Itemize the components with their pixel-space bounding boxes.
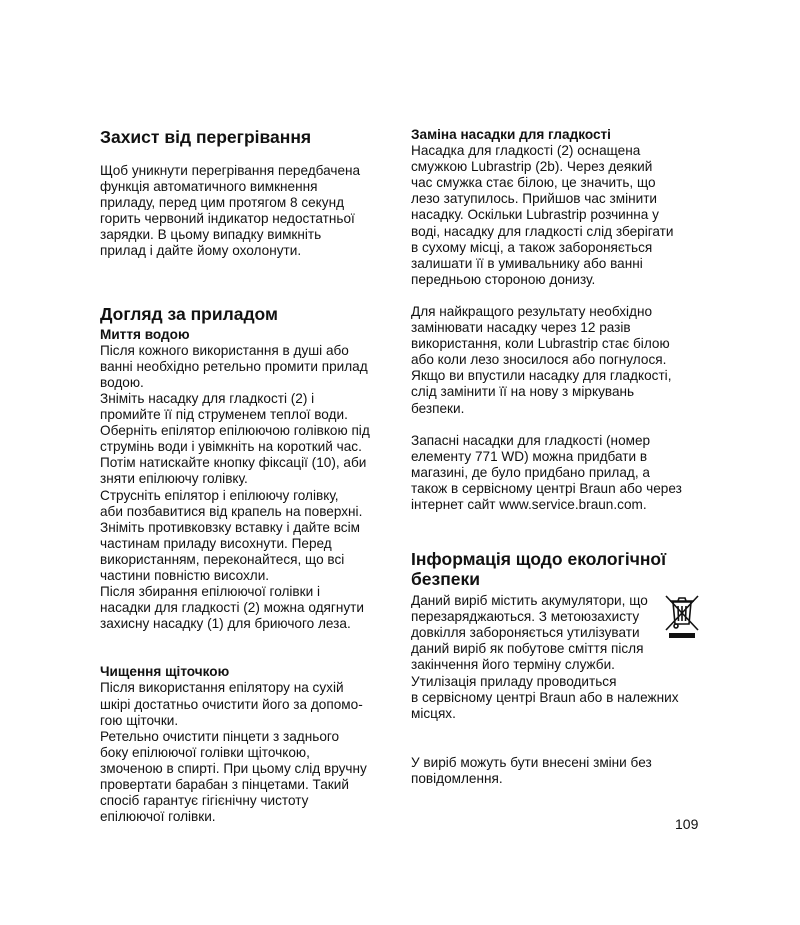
text-line: У виріб можуть бути внесені зміни без	[411, 754, 652, 770]
text-line: горить червоний індикатор недостатньої	[100, 211, 355, 227]
text-line: провертати барабан з пінцетами. Такий	[100, 777, 349, 792]
notice-paragraph	[411, 755, 711, 787]
text-line: зняти епілюючу голівку.	[100, 471, 248, 487]
text-line: приладу, перед цим протягом 8 секунд	[100, 195, 345, 211]
text-line: боку епілюючої голівки щіточкою,	[100, 744, 310, 760]
text-line: водою.	[100, 374, 144, 390]
care-heading: Догляд за приладом	[100, 303, 278, 324]
replace-paragraph-2	[411, 304, 711, 417]
text-line: інтернет сайт www.service.braun.com.	[411, 496, 647, 512]
text-line: Даний виріб містить акумулятори, що	[411, 593, 648, 609]
text-line: частинам приладу висохнути. Перед	[100, 535, 332, 551]
text-line: використання, коли Lubrastrip стає білою	[411, 336, 670, 352]
text-line: Після кожного використання в душі або	[100, 342, 349, 358]
text-line: ванні необхідно ретельно промити прилад	[100, 358, 368, 374]
eco-section	[411, 593, 711, 722]
text-line: спосіб гарантує гігієнічну чистоту	[100, 793, 309, 809]
text-line: аби позбавитися від крапель на поверхні.	[100, 503, 363, 519]
text-line: епілюючої голівки.	[100, 809, 216, 825]
text-line: або коли лезо зносилося або погнулося.	[411, 352, 667, 368]
text-line: час смужка стає білою, це значить, що	[411, 175, 656, 191]
right-column	[411, 127, 711, 787]
text-line: в сервісному центрі Braun або в належних	[411, 689, 679, 705]
text-line: слід замінити її на нову з міркувань	[411, 384, 635, 400]
text-line: Після використання епілятору на сухій	[100, 680, 344, 696]
brush-paragraph	[100, 680, 400, 825]
text-line: Зніміть насадку для гладкості (2) і	[100, 390, 315, 406]
replace-paragraph-3	[411, 433, 711, 513]
text-line: насадку. Оскільки Lubrastrip розчинна у	[411, 207, 659, 223]
text-line: Ретельно очистити пінцети з заднього	[100, 728, 340, 744]
eco-heading	[411, 549, 711, 589]
text-line: Насадка для гладкості (2) оснащена	[411, 143, 641, 159]
text-line: передньою стороною донизу.	[411, 271, 596, 287]
text-line: Утилізація приладу проводиться	[411, 673, 617, 689]
text-line: прилад і дайте йому охолонути.	[100, 243, 302, 259]
text-line: замінювати насадку через 12 разів	[411, 320, 631, 336]
text-line: шкірі достатньо очистити його за допомо-	[100, 696, 363, 712]
text-line: Щоб уникнути перегрівання передбачена	[100, 163, 361, 178]
text-line: довкілля забороняється утилізувати	[411, 625, 640, 641]
text-line: насадки для гладкості (2) можна одягнути	[100, 600, 364, 616]
text-line: використанням, переконайтеся, що всі	[100, 551, 345, 567]
text-line: місцях.	[411, 705, 456, 721]
text-line: даний виріб як побутове сміття після	[411, 641, 644, 657]
text-line: перезаряджаються. З метоюзахисту	[411, 609, 640, 625]
left-column	[100, 127, 400, 825]
text-line: воді, насадку для гладкості слід зберігати	[411, 223, 674, 239]
text-line: Струсніть епілятор і епілюючу голівку,	[100, 487, 339, 503]
overheat-heading: Захист від перегрівання	[100, 127, 312, 147]
text-line: елементу 771 WD) можна придбати в	[411, 448, 648, 464]
text-line: Якщо ви впустили насадку для гладкості,	[411, 368, 672, 384]
overheat-paragraph	[100, 163, 400, 260]
text-line: частини повністю висохли.	[100, 567, 270, 583]
text-line: зарядки. В цьому випадку вимкніть	[100, 227, 322, 243]
eco-heading-line-2: безпеки	[411, 569, 481, 590]
text-line: струмінь води і увімкніть на короткий час.	[100, 439, 362, 455]
text-line: Запасні насадки для гладкості (номер	[411, 432, 651, 448]
page-number: 109	[675, 816, 699, 832]
text-line: Потім натискайте кнопку фіксації (10), аби	[100, 455, 367, 471]
text-line: Зніміть противковзку вставку і дайте всім	[100, 519, 360, 535]
text-line: лезо затупилось. Прийшов час змінити	[411, 191, 658, 207]
text-line: Оберніть епілятор епілюючою голівкою під	[100, 423, 370, 439]
text-line: безпеки.	[411, 400, 465, 416]
text-line: закінчення його терміну служби.	[411, 657, 615, 673]
text-line: магазині, де було придбано прилад, а	[411, 464, 650, 480]
text-line: Для найкращого результату необхідно	[411, 303, 653, 319]
text-line: захисну насадку (1) для бриючого леза.	[100, 616, 351, 632]
brush-subheading: Чищення щіточкою	[100, 664, 230, 680]
text-line: промийте її під струменем теплої води.	[100, 407, 348, 423]
text-line: змоченою в спирті. При цьому слід вручну	[100, 760, 367, 776]
washing-subheading: Миття водою	[100, 326, 190, 342]
washing-paragraph	[100, 343, 400, 633]
text-line: повідомлення.	[411, 770, 503, 786]
text-line: функція автоматичного вимкнення	[100, 179, 318, 195]
text-line: Після збирання епілюючої голівки і	[100, 584, 320, 600]
text-line: гою щіточки.	[100, 712, 179, 728]
text-line: залишати її в умивальнику або ванні	[411, 255, 643, 271]
text-line: також в сервісному центрі Braun або через	[411, 480, 682, 496]
crossed-out-wheelie-bin-icon	[663, 594, 701, 640]
eco-heading-line-1: Інформація щодо екологічної	[411, 549, 667, 570]
text-line: в сухому місці, а також забороняється	[411, 239, 653, 255]
replace-paragraph-1	[411, 143, 711, 288]
text-line: смужкою Lubrastrip (2b). Через деякий	[411, 159, 653, 175]
replace-subheading: Заміна насадки для гладкості	[411, 127, 611, 142]
